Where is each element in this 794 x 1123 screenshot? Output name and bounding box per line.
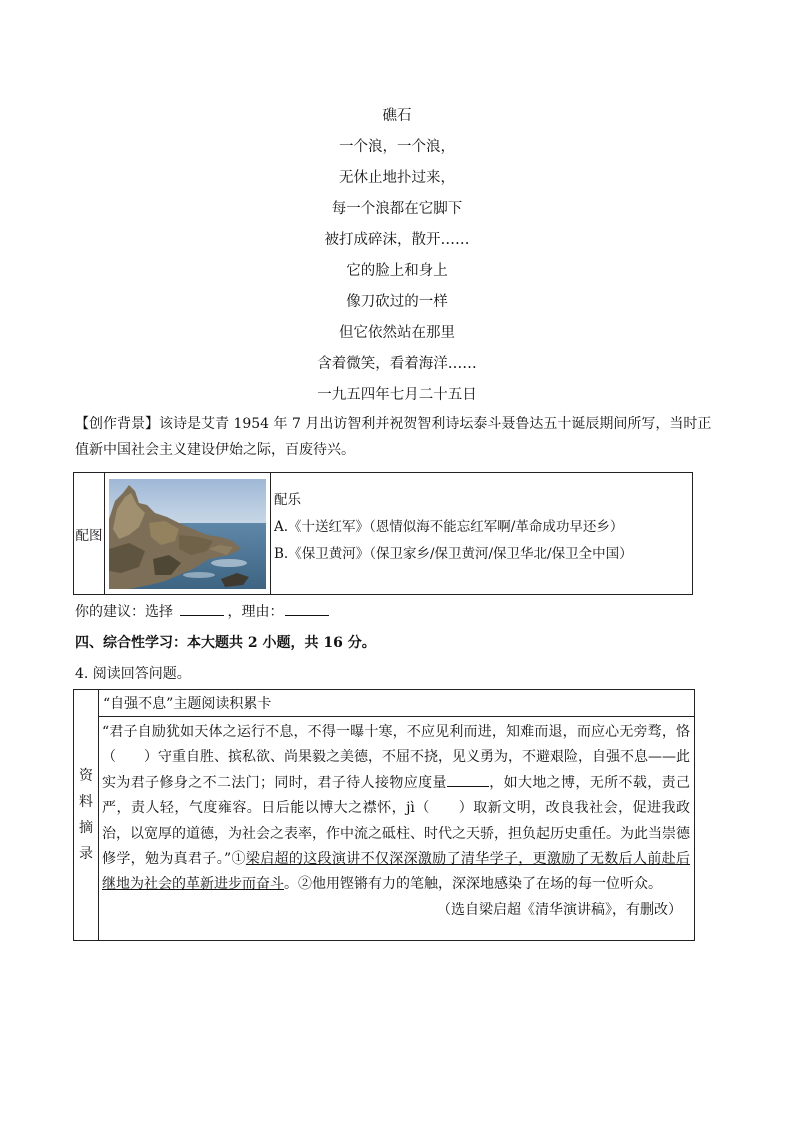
music-image-table (73, 472, 693, 595)
card-body (99, 717, 695, 941)
poem (0, 101, 794, 411)
suggestion-line (75, 599, 725, 625)
background-text: 该诗是艾青 1954 年 7 月出访智利并祝贺智利诗坛泰斗聂鲁达五十诞辰期间所写，当时正值新中国社会主义建设伊始之际，百废待兴。 (75, 416, 712, 458)
poem-line: 无休止地扑过来， (339, 170, 455, 186)
poem-line: 被打成碎沫，散开…… (324, 232, 470, 248)
reef-photo-icon (109, 479, 266, 589)
section-heading (75, 630, 725, 656)
poem-line: 一个浪，一个浪， (339, 139, 455, 155)
card-title: “自强不息”主题阅读积累卡 (99, 690, 695, 717)
image-cell (105, 473, 271, 595)
music-label: 配乐 (274, 492, 301, 508)
poem-title: 礁石 (382, 108, 412, 124)
background-label: 【创作背景】 (75, 416, 159, 432)
card-text-3: 。②他用铿锵有力的笔触，深深地感染了在场的每一位听众。 (284, 876, 662, 893)
reason-blank[interactable] (285, 601, 329, 616)
card-text-1: “君子自励犹如天体之运行不息，不得一曝十寒，不应见利而进，知难而退，而应心无旁骛，恪（ ）守重自胜、摈私欲、尚果毅之美德，不屈不挠，见义勇为，不避艰险，自强不息——此实为君子修身之不二法门；同时，君子待人接物应度量 (102, 724, 690, 791)
choice-blank[interactable] (180, 601, 224, 616)
question-4: 4. 阅读回答问题。 (75, 666, 191, 682)
image-label: 配图 (74, 473, 105, 595)
side-char: 资 (79, 768, 93, 784)
music-option-b: B.《保卫黄河》（保卫家乡/保卫黄河/保卫华北/保卫全中国） (274, 546, 633, 562)
fill-blank[interactable] (447, 772, 489, 787)
poem-line: 每一个浪都在它脚下 (331, 201, 463, 217)
poem-line: 它的脸上和身上 (346, 263, 448, 279)
music-option-a: A.《十送红军》（恩情似海不能忘红军啊/革命成功早还乡） (274, 519, 624, 535)
card-side-label (74, 690, 99, 941)
poem-line: 含着微笑，看着海洋…… (317, 356, 477, 372)
suggestion-middle: ，理由： (227, 604, 284, 620)
poem-line: 像刀砍过的一样 (346, 294, 448, 310)
card-source: （选自梁启超《清华演讲稿》，有删改） (437, 901, 682, 918)
suggestion-prefix: 你的建议：选择 (75, 604, 173, 620)
creation-background (75, 411, 725, 463)
poem-date: 一九五四年七月二十五日 (317, 387, 477, 403)
music-options (271, 473, 693, 595)
poem-line: 但它依然站在那里 (339, 325, 455, 341)
reading-card (73, 689, 695, 941)
side-char: 摘 (79, 820, 93, 836)
section-heading-b: 本大题共 2 小题，共 16 分。 (187, 635, 376, 651)
side-char: 录 (79, 846, 93, 862)
underlined-sentence: 梁启超的这段演讲不仅深深激励了清华学子，更激励了无数后人前赴后继地为社会的革新进步而奋斗 (102, 851, 690, 893)
card-text-2: ，如大地之博，无所不载，责己严，责人轻，气度雍容。日后能以博大之襟怀，jì（ ）取新文明，改良我社会，促进我政治，以宽厚的道德，为社会之表率，作中流之砥柱、时代之天骄，担负起历史重任。为此当崇德修学，勉为真君子。”① (102, 774, 691, 868)
section-heading-a: 四、综合性学习： (75, 635, 187, 651)
reef-photo (109, 479, 266, 589)
side-char: 料 (79, 794, 93, 810)
